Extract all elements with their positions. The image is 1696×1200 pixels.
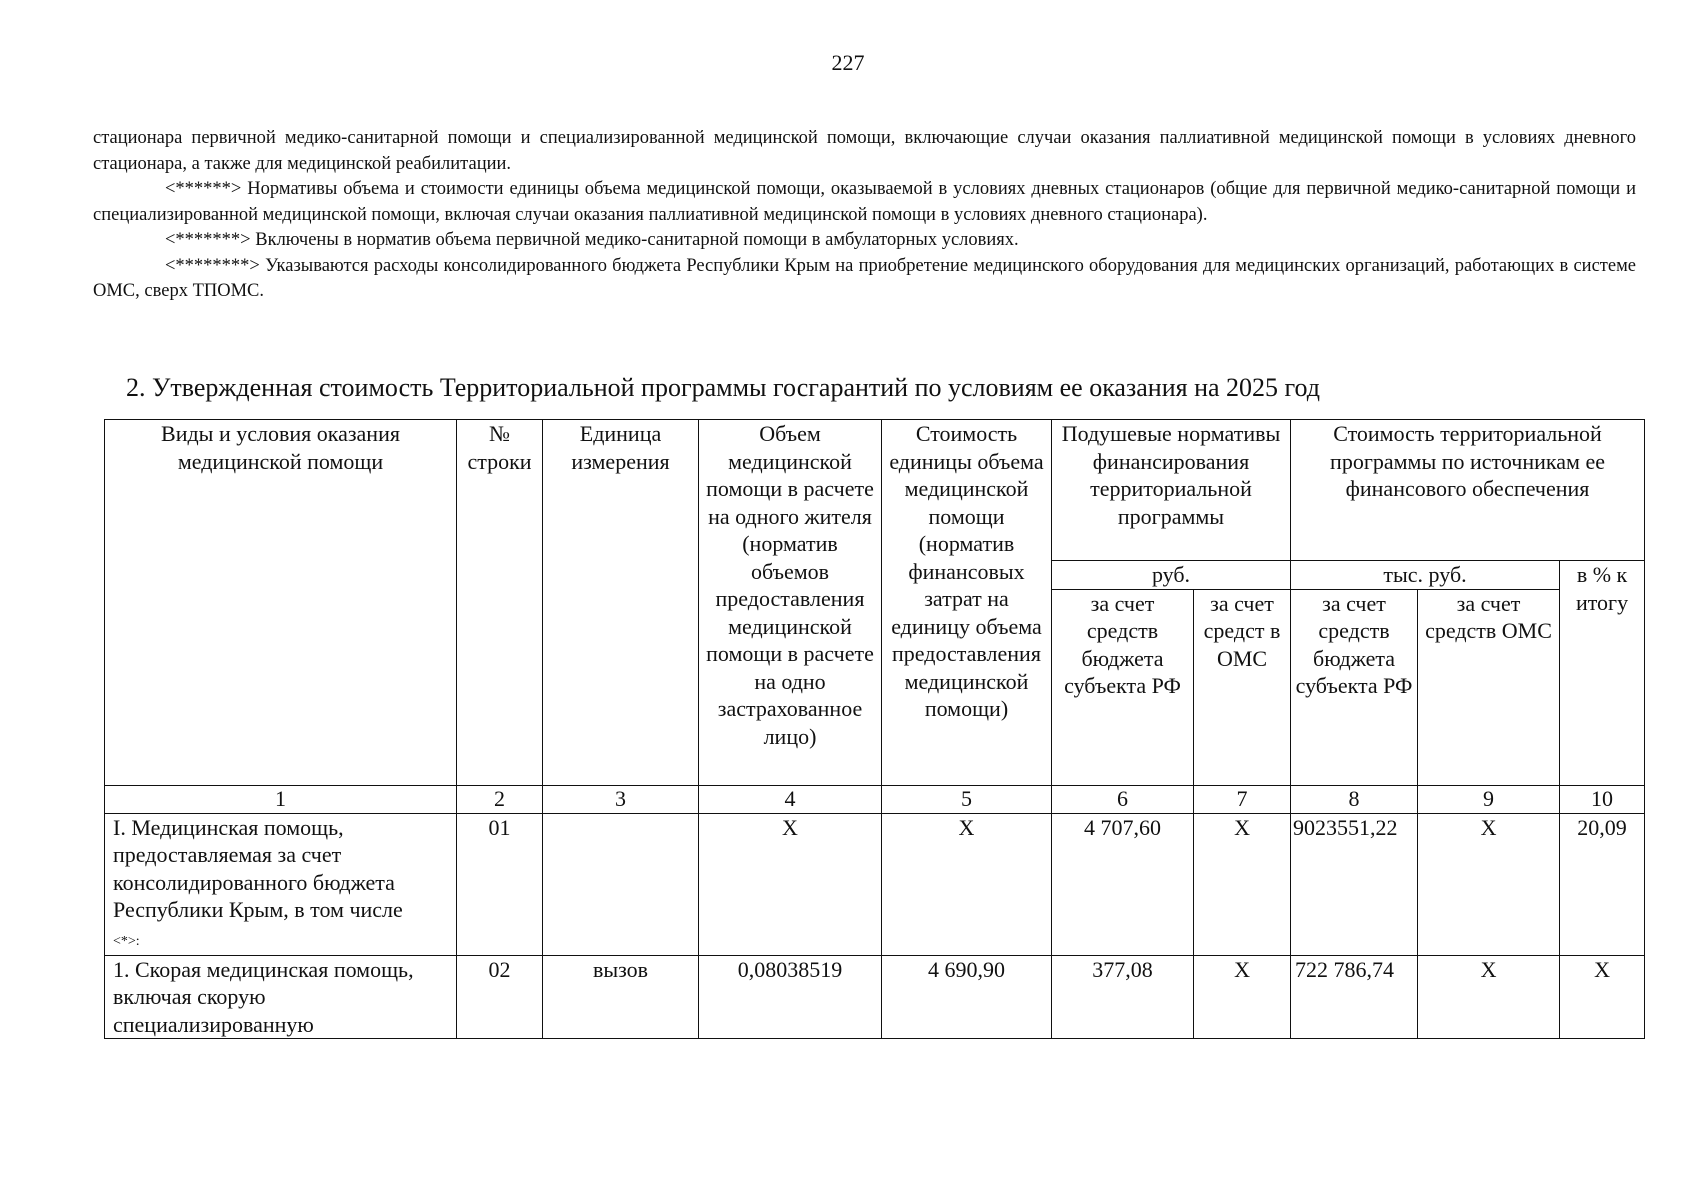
column-number: 9 [1418,785,1560,813]
header-unit-thousand-rub: тыс. руб. [1291,561,1560,590]
header-line-no: № строки [457,420,543,786]
footnote-6: <******> Нормативы объема и стоимости единицы объема медицинской помощи, оказываемой в условиях дневных стационаров (общие для первичной медико-санитарной помощи и специализированной медицинской помощи, включая случаи оказания паллиативной медицинской помощи в условиях дневного стационара). [93,179,1636,225]
page-number: 227 [831,50,865,75]
header-per-capita-budget: за счет средств бюджета субъекта РФ [1052,589,1194,785]
column-number: 7 [1194,785,1291,813]
section-title: 2. Утвержденная стоимость Территориальной программы госгарантий по условиям ее оказания на 2025 год [126,373,1321,402]
row-unit-cost: 4 690,90 [882,955,1052,1039]
row-per-capita-oms: X [1194,813,1291,955]
row-cost-budget: 9023551,22 [1291,813,1418,955]
row-cost-oms: X [1418,955,1560,1039]
row-cost-oms: X [1418,813,1560,955]
header-unit-cost: Стоимость единицы объема медицинской помощи (норматив финансовых затрат на единицу объема предоставления медицинской помощи) [882,420,1052,786]
row-line-no: 01 [457,813,543,955]
row-name: 1. Скорая медицинская помощь, включая скорую специализированную [105,955,457,1039]
row-volume: 0,08038519 [699,955,882,1039]
row-per-capita-budget: 377,08 [1052,955,1194,1039]
header-per-capita-oms: за счет средст в ОМС [1194,589,1291,785]
row-pct: 20,09 [1560,813,1645,955]
header-cost-oms: за счет средств ОМС [1418,589,1560,785]
header-unit-rub: руб. [1052,561,1291,590]
row-per-capita-budget: 4 707,60 [1052,813,1194,955]
row-name: I. Медицинская помощь, предоставляемая за счет консолидированного бюджета Республики Крым, в том числе <*>: [105,813,457,955]
row-unit [543,813,699,955]
column-number: 8 [1291,785,1418,813]
row-pct: X [1560,955,1645,1039]
header-per-capita-group: Подушевые нормативы финансирования территориальной программы [1052,420,1291,561]
row-unit-cost: X [882,813,1052,955]
header-cost-budget: за счет средств бюджета субъекта РФ [1291,589,1418,785]
header-volume: Объем медицинской помощи в расчете на одного жителя (норматив объемов предоставления медицинской помощи в расчете на одно застрахованное лицо) [699,420,882,786]
header-pct-total: в % к итогу [1560,561,1645,786]
footnote-8: <********> Указываются расходы консолидированного бюджета Республики Крым на приобретение медицинского оборудования для медицинских организаций, работающих в системе ОМС, сверх ТПОМС. [93,255,1636,301]
footnote-7: <*******> Включены в норматив объема первичной медико-санитарной помощи в амбулаторных условиях. [165,230,1019,250]
column-number: 3 [543,785,699,813]
column-number: 1 [105,785,457,813]
column-number: 6 [1052,785,1194,813]
column-number: 5 [882,785,1052,813]
column-number: 4 [699,785,882,813]
column-number: 2 [457,785,543,813]
footnotes [93,126,1636,305]
row-cost-budget: 722 786,74 [1291,955,1418,1039]
header-kind: Виды и условия оказания медицинской помощи [105,420,457,786]
table-row [105,813,1645,955]
row-footnote-ref: <*>: [113,933,140,949]
table-row [105,955,1645,1039]
row-line-no: 02 [457,955,543,1039]
footnote-continuation: стационара первичной медико-санитарной помощи и специализированной медицинской помощи, включающие случаи оказания паллиативной медицинской помощи в условиях дневного стационара, а также для медицинской реабилитации. [93,128,1636,174]
cost-table [104,419,1645,1039]
column-number-row [105,785,1645,813]
column-number: 10 [1560,785,1645,813]
header-row-1 [105,420,1645,561]
header-cost-group: Стоимость территориальной программы по источникам ее финансового обеспечения [1291,420,1645,561]
row-unit: вызов [543,955,699,1039]
header-unit: Единица измерения [543,420,699,786]
row-per-capita-oms: X [1194,955,1291,1039]
row-volume: X [699,813,882,955]
